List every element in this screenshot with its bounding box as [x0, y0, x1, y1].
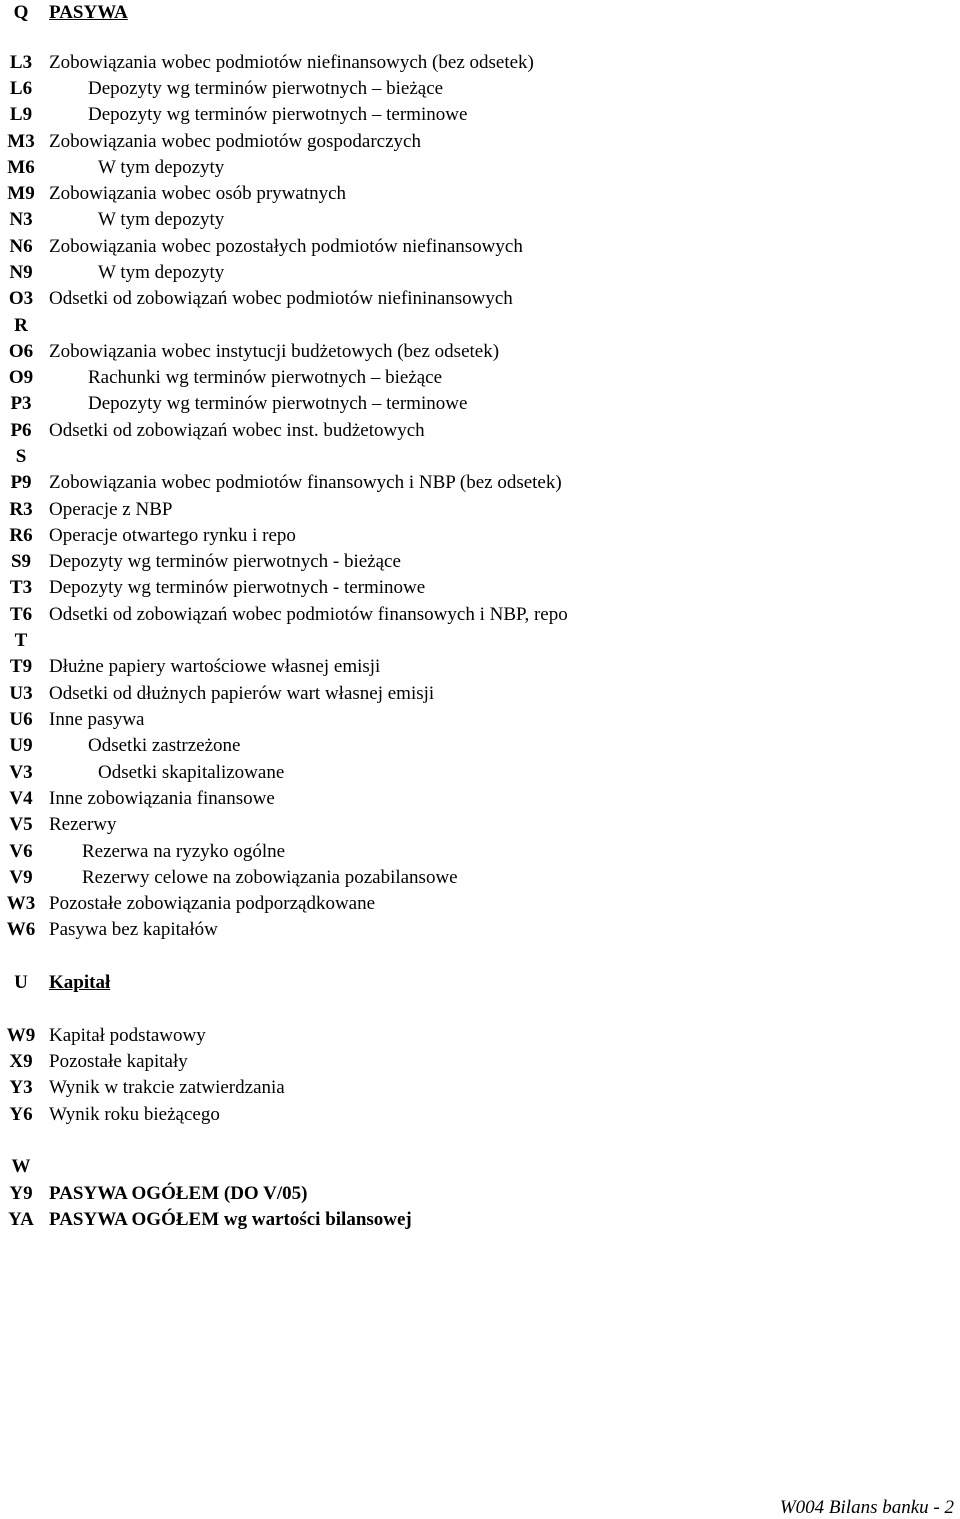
row-label: Odsetki od zobowiązań wobec podmiotów niefininansowych: [49, 288, 513, 309]
total-row: [0, 1207, 960, 1233]
row-code: Y3: [9, 1077, 33, 1098]
row-code: M3: [7, 131, 35, 152]
row-label: Odsetki od zobowiązań wobec inst. budżetowych: [49, 420, 425, 441]
total-row: [0, 1181, 960, 1207]
row-code: O6: [8, 341, 34, 362]
row-label: Pasywa bez kapitałów: [49, 919, 218, 940]
row-code: R3: [9, 499, 33, 520]
row-label: Odsetki zastrzeżone: [88, 735, 241, 756]
group-marker: [0, 313, 960, 339]
table-row: [0, 760, 960, 786]
row-label: Kapitał podstawowy: [49, 1025, 206, 1046]
row-label: Depozyty wg terminów pierwotnych - terminowe: [49, 577, 426, 598]
row-code: M6: [7, 157, 35, 178]
row-code: L3: [9, 52, 33, 73]
table-row: [0, 155, 960, 181]
group-marker: [0, 1154, 960, 1180]
table-row: [0, 733, 960, 759]
row-label: PASYWA OGÓŁEM wg wartości bilansowej: [49, 1209, 412, 1230]
group-marker: [0, 628, 960, 654]
table-row: [0, 865, 960, 891]
row-label: Zobowiązania wobec podmiotów gospodarczych: [49, 131, 421, 152]
section-header-kapital: [0, 970, 960, 996]
row-code: V3: [9, 762, 33, 783]
row-label: Depozyty wg terminów pierwotnych – bieżące: [88, 78, 444, 99]
row-code: U: [14, 972, 28, 993]
row-label: Inne zobowiązania finansowe: [49, 788, 275, 809]
table-row: [0, 497, 960, 523]
row-code: R6: [9, 525, 33, 546]
row-label: Rezerwa na ryzyko ogólne: [82, 841, 286, 862]
row-code: V5: [9, 814, 33, 835]
section-header-pasywa: [0, 0, 960, 26]
page-footer: W004 Bilans banku - 2: [779, 1497, 954, 1518]
row-code: T9: [9, 656, 33, 677]
table-row: [0, 575, 960, 601]
row-code: M9: [7, 183, 35, 204]
row-code: U6: [9, 709, 33, 730]
row-label: PASYWA OGÓŁEM (DO V/05): [49, 1183, 308, 1204]
row-label: Depozyty wg terminów pierwotnych - bieżące: [49, 551, 401, 572]
table-row: [0, 260, 960, 286]
row-code: T6: [9, 604, 33, 625]
table-row: [0, 707, 960, 733]
row-code: W3: [6, 893, 36, 914]
row-code: P3: [10, 393, 32, 414]
row-code: N9: [9, 262, 33, 283]
row-label: W tym depozyty: [98, 209, 225, 230]
row-code: T: [14, 630, 28, 651]
row-label: Odsetki skapitalizowane: [98, 762, 285, 783]
row-label: Rachunki wg terminów pierwotnych – bieżące: [88, 367, 443, 388]
row-code: N3: [9, 209, 33, 230]
row-label: Zobowiązania wobec instytucji budżetowych (bez odsetek): [49, 341, 500, 362]
table-row: [0, 470, 960, 496]
row-label: Odsetki od zobowiązań wobec podmiotów finansowych i NBP, repo: [49, 604, 568, 625]
row-code: N6: [9, 236, 33, 257]
table-row: [0, 681, 960, 707]
row-code: W: [11, 1156, 31, 1177]
table-row: [0, 917, 960, 943]
table-row: [0, 50, 960, 76]
row-code: Y9: [9, 1183, 33, 1204]
table-row: [0, 891, 960, 917]
row-code: R: [14, 315, 28, 336]
row-label: Operacje z NBP: [49, 499, 173, 520]
row-label: Depozyty wg terminów pierwotnych – terminowe: [88, 393, 468, 414]
row-label: Depozyty wg terminów pierwotnych – terminowe: [88, 104, 468, 125]
row-code: W6: [6, 919, 36, 940]
table-row: [0, 102, 960, 128]
table-row: [0, 812, 960, 838]
row-code: T3: [9, 577, 33, 598]
row-code: YA: [8, 1209, 34, 1230]
row-label: Zobowiązania wobec podmiotów niefinansowych (bez odsetek): [49, 52, 534, 73]
row-label: Operacje otwartego rynku i repo: [49, 525, 296, 546]
row-code: O3: [8, 288, 34, 309]
table-row: [0, 786, 960, 812]
table-row: [0, 418, 960, 444]
row-label: Wynik w trakcie zatwierdzania: [49, 1077, 285, 1098]
table-row: [0, 602, 960, 628]
row-label: Zobowiązania wobec pozostałych podmiotów niefinansowych: [49, 236, 523, 257]
row-code: W9: [6, 1025, 36, 1046]
section-title: Kapitał: [49, 972, 111, 993]
row-code: S9: [10, 551, 32, 572]
row-code: L9: [9, 104, 33, 125]
table-row: [0, 654, 960, 680]
row-code: O9: [8, 367, 34, 388]
row-label: Pozostałe kapitały: [49, 1051, 188, 1072]
row-label: Dłużne papiery wartościowe własnej emisji: [49, 656, 381, 677]
row-code: S: [15, 446, 27, 467]
table-row: [0, 207, 960, 233]
row-code: V9: [9, 867, 33, 888]
row-code: P9: [10, 472, 32, 493]
table-row: [0, 181, 960, 207]
table-row: [0, 286, 960, 312]
table-row: [0, 1023, 960, 1049]
row-label: Zobowiązania wobec osób prywatnych: [49, 183, 347, 204]
row-code: U3: [9, 683, 33, 704]
row-label: Inne pasywa: [49, 709, 145, 730]
table-row: [0, 839, 960, 865]
row-code: P6: [10, 420, 32, 441]
row-label: W tym depozyty: [98, 262, 225, 283]
row-code: V6: [9, 841, 33, 862]
row-label: W tym depozyty: [98, 157, 225, 178]
section-title: PASYWA: [49, 2, 128, 23]
table-row: [0, 1102, 960, 1128]
table-row: [0, 339, 960, 365]
row-label: Rezerwy celowe na zobowiązania pozabilansowe: [82, 867, 458, 888]
table-row: [0, 391, 960, 417]
table-row: [0, 234, 960, 260]
row-label: Pozostałe zobowiązania podporządkowane: [49, 893, 376, 914]
table-row: [0, 1075, 960, 1101]
row-code: V4: [9, 788, 33, 809]
table-row: [0, 523, 960, 549]
row-label: Zobowiązania wobec podmiotów finansowych i NBP (bez odsetek): [49, 472, 562, 493]
table-row: [0, 549, 960, 575]
row-code: Q: [13, 2, 29, 23]
table-row: [0, 129, 960, 155]
row-code: U9: [9, 735, 33, 756]
group-marker: [0, 444, 960, 470]
row-label: Wynik roku bieżącego: [49, 1104, 220, 1125]
row-code: X9: [9, 1051, 33, 1072]
row-code: L6: [9, 78, 33, 99]
table-row: [0, 76, 960, 102]
table-row: [0, 365, 960, 391]
row-label: Rezerwy: [49, 814, 117, 835]
table-row: [0, 1049, 960, 1075]
row-label: Odsetki od dłużnych papierów wart własnej emisji: [49, 683, 435, 704]
row-code: Y6: [9, 1104, 33, 1125]
